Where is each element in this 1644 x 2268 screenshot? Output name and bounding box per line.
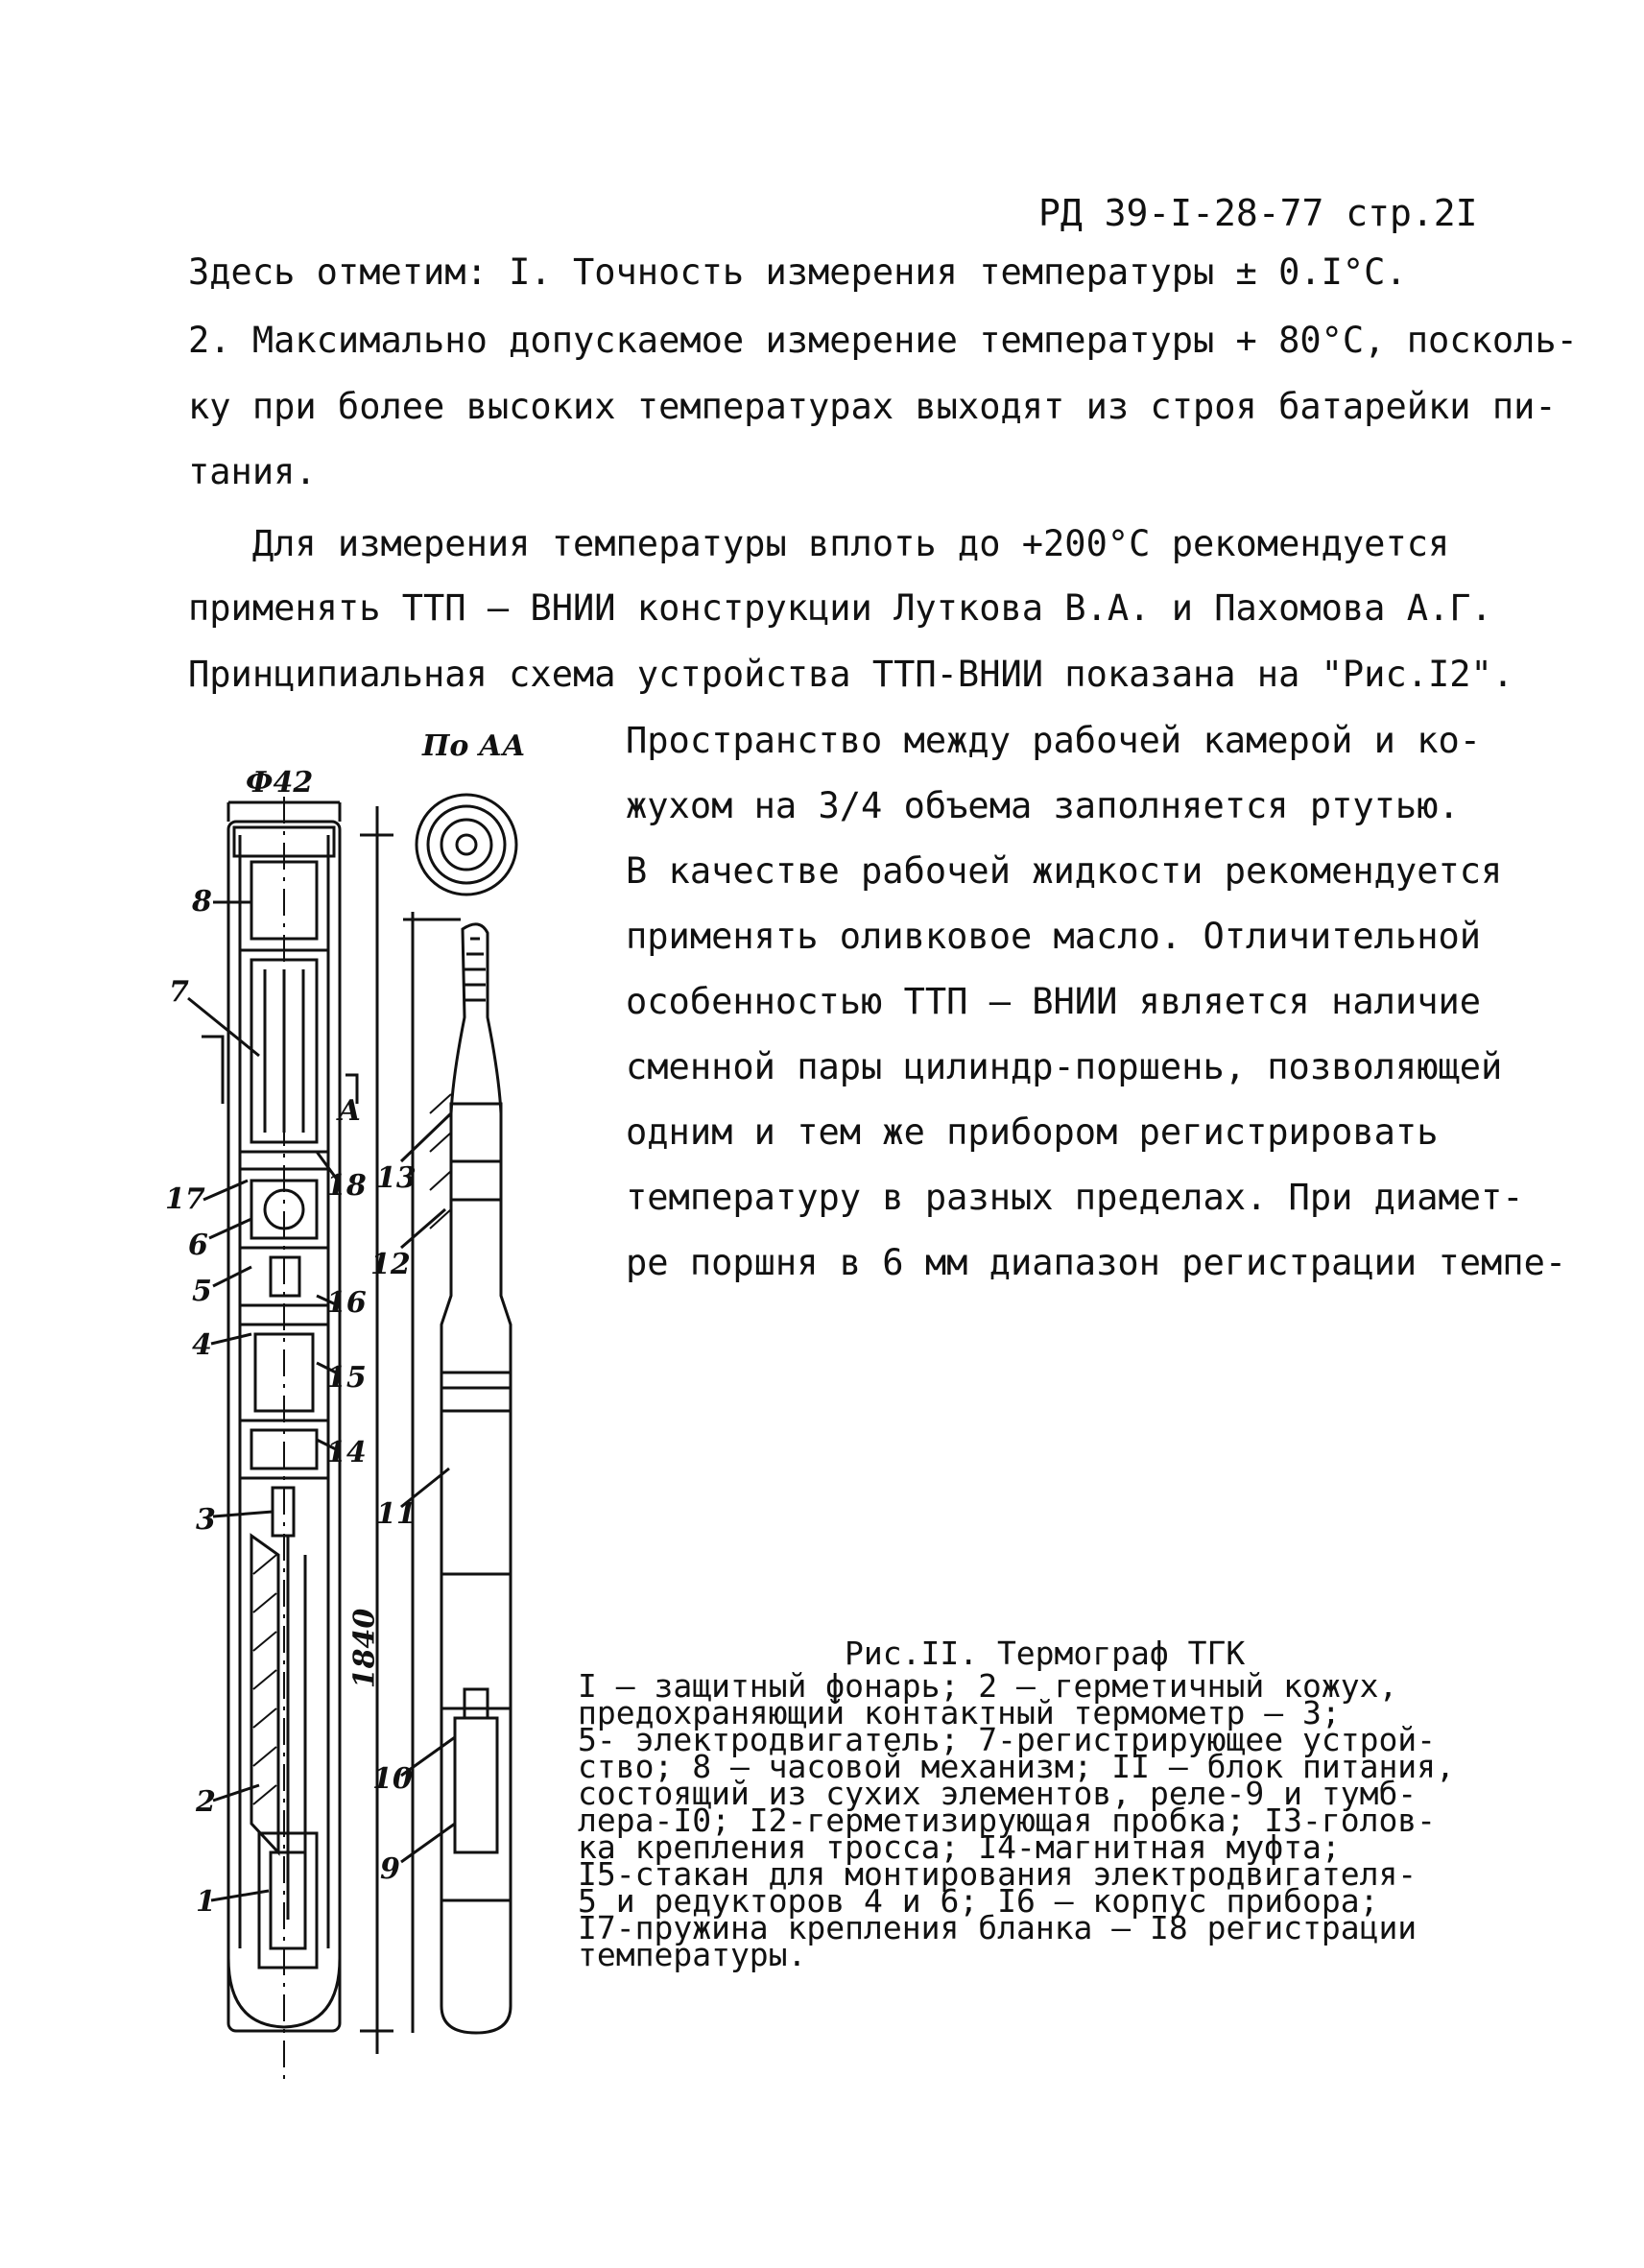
callout-3: 3	[196, 1503, 216, 1537]
caption-line: 5- электродвигатель; 7-регистрирующее устрой-	[578, 1721, 1437, 1758]
caption-line: состоящий из сухих элементов, реле-9 и тумб-	[578, 1775, 1418, 1812]
text-line: применять оливковое масло. Отличительной	[626, 916, 1482, 957]
callout-4: 4	[192, 1328, 212, 1362]
caption-line: 5 и редукторов 4 и 6; I6 – корпус прибора;	[578, 1882, 1379, 1920]
callout-8: 8	[192, 885, 212, 919]
side-view-outline	[441, 924, 511, 2033]
callout-6: 6	[188, 1229, 208, 1262]
callout-9: 9	[380, 1852, 400, 1886]
caption-line: I7-пружина крепления бланка – I8 регистрации	[578, 1909, 1418, 1946]
text-line: температуру в разных пределах. При диамет-	[626, 1177, 1524, 1218]
text-line: ре поршня в 6 мм диапазон регистрации темпе-	[626, 1242, 1567, 1283]
callout-1: 1	[196, 1885, 216, 1919]
callout-12: 12	[370, 1248, 411, 1281]
text-line: Пространство между рабочей камерой и ко-	[626, 720, 1482, 761]
callout-16: 16	[326, 1286, 367, 1320]
text-line: тания.	[188, 451, 317, 492]
callout-10: 10	[372, 1762, 413, 1796]
text-line: сменной пары цилиндр-поршень, позволяющей	[626, 1046, 1503, 1087]
caption-line: I – защитный фонарь; 2 – герметичный кожух,	[578, 1667, 1398, 1705]
text-line: Для измерения температуры вплоть до +200°С рекомендуется	[188, 523, 1450, 564]
dimension-length: 1840	[347, 1608, 382, 1689]
text-line: применять ТТП – ВНИИ конструкции Луткова В.А. и Пахомова А.Г.	[188, 587, 1492, 629]
dimension-diameter: Ф42	[246, 766, 314, 800]
cut-label: А	[338, 1094, 362, 1128]
callout-14: 14	[326, 1436, 367, 1469]
hermetic-casing	[251, 1536, 278, 1852]
page-header: РД 39-I-28-77 стр.2I	[1038, 192, 1478, 234]
text-line: особенностью ТТП – ВНИИ является наличие	[626, 981, 1482, 1022]
callout-18: 18	[326, 1169, 367, 1203]
callout-17: 17	[165, 1182, 205, 1216]
section-aa-outer	[417, 795, 516, 895]
caption-line: ство; 8 – часовой механизм; II – блок питания,	[578, 1748, 1455, 1785]
text-line: В качестве рабочей жидкости рекомендуется	[626, 850, 1503, 892]
callout-5: 5	[192, 1275, 212, 1308]
caption-line: предохраняющий контактный термометр – 3;	[578, 1694, 1341, 1731]
figure-caption-title: Рис.II. Термограф ТГК	[845, 1635, 1246, 1672]
caption-line: лера-I0; I2-герметизирующая пробка; I3-голов-	[578, 1802, 1437, 1839]
text-line: 2. Максимально допускаемое измерение температуры + 80°С, посколь-	[188, 320, 1578, 361]
caption-line: ка крепления тросса; I4-магнитная муфта;	[578, 1828, 1341, 1866]
callout-15: 15	[326, 1361, 367, 1395]
callout-11: 11	[376, 1497, 417, 1531]
text-line: одним и тем же прибором регистрировать	[626, 1111, 1439, 1153]
section-label: По АА	[422, 729, 526, 763]
text-line: Здесь отметим: I. Точность измерения температуры ± 0.I°С.	[188, 251, 1407, 293]
caption-line: I5-стакан для монтирования электродвигателя-	[578, 1855, 1418, 1893]
caption-line: температуры.	[578, 1936, 807, 1973]
text-line: ку при более высоких температурах выходят из строя батарейки пи-	[188, 386, 1557, 427]
text-line: жухом на 3/4 объема заполняется ртутью.	[626, 785, 1460, 826]
callout-13: 13	[376, 1161, 417, 1195]
text-line: Принципиальная схема устройства ТТП-ВНИИ показана на "Рис.I2".	[188, 654, 1514, 695]
callout-2: 2	[196, 1785, 216, 1819]
callout-7: 7	[169, 975, 189, 1009]
